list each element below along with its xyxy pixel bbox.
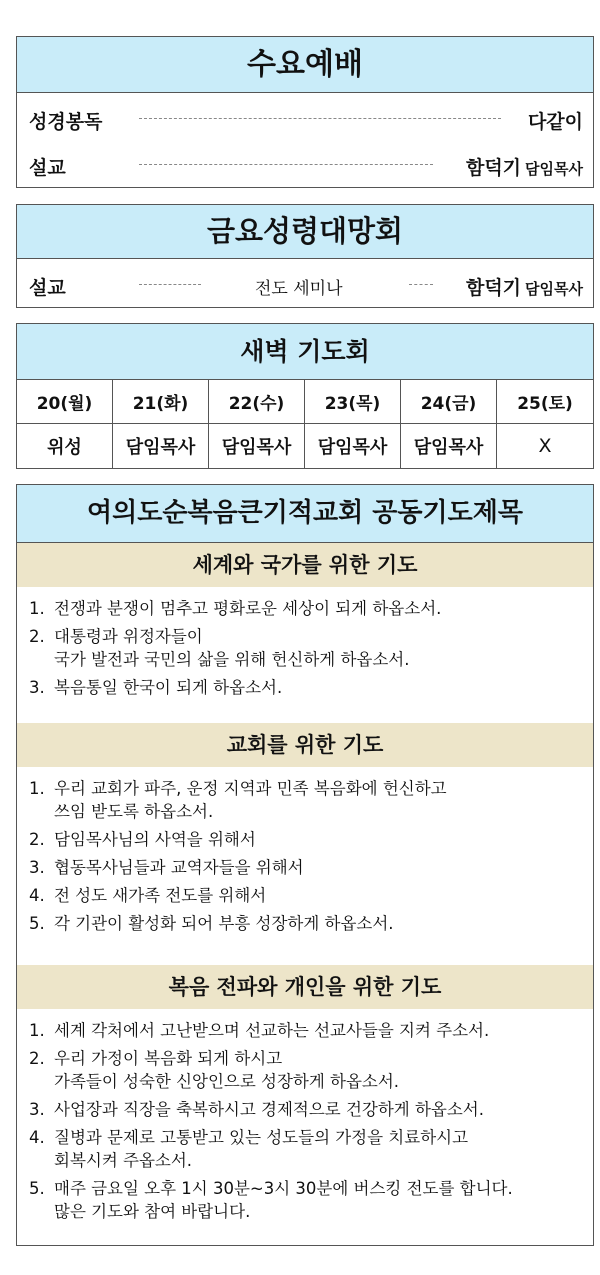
list-item: 3. 사업장과 직장을 축복하시고 경제적으로 건강하게 하옵소서.: [29, 1100, 484, 1119]
row-label: 성경봉독: [29, 111, 103, 133]
list-item: 1. 세계 각처에서 고난받으며 선교하는 선교사들을 지켜 주소서.: [29, 1021, 490, 1040]
leader-cell: 담임목사: [209, 424, 305, 468]
day-cell: 21(화): [113, 380, 209, 424]
dawn-prayer-box: [16, 323, 594, 469]
list-item: 1. 우리 교회가 파주, 운정 지역과 민족 복음화에 헌신하고 쓰임 받도록 하옵소서.: [29, 779, 447, 821]
sermon-topic: 전도 세미나: [255, 279, 343, 299]
list-item: 3. 협동목사님들과 교역자들을 위해서: [29, 858, 304, 877]
row-label: 설교: [29, 277, 66, 299]
prayer-list-world: [29, 597, 583, 704]
list-item: 2. 대통령과 위정자들이 국가 발전과 국민의 삶을 위해 헌신하게 하옵소서.: [29, 627, 410, 669]
list-item: 1. 전쟁과 분쟁이 멈추고 평화로운 세상이 되게 하옵소서.: [29, 599, 442, 618]
day-cell: 22(수): [209, 380, 305, 424]
wednesday-service-box: [16, 36, 594, 188]
leader-cell: 위성: [17, 424, 113, 468]
dotted-leader: [139, 164, 433, 165]
row-value: 다같이: [527, 111, 583, 133]
row-label: 설교: [29, 157, 66, 179]
day-cell: 25(토): [497, 380, 593, 424]
dawn-schedule-table: [17, 380, 593, 468]
leader-cell: X: [538, 435, 552, 457]
prayer-topics-title: 여의도순복음큰기적교회 공동기도제목: [17, 485, 593, 543]
dotted-leader: [139, 118, 501, 119]
list-item: 5. 각 기관이 활성화 되어 부흥 성장하게 하옵소서.: [29, 914, 394, 933]
row-value: 함덕기 담임목사: [465, 277, 583, 299]
dawn-prayer-title: 새벽 기도회: [17, 324, 593, 380]
prayer-topics-box: [16, 484, 594, 1246]
leader-cell: 담임목사: [305, 424, 401, 468]
friday-service-box: [16, 204, 594, 308]
list-item: 5. 매주 금요일 오후 1시 30분~3시 30분에 버스킹 전도를 합니다. 많은 기도와 참여 바랍니다.: [29, 1179, 513, 1221]
list-item: 2. 우리 가정이 복음화 되게 하시고 가족들이 성숙한 신앙인으로 성장하게 하옵소서.: [29, 1049, 400, 1091]
leader-cell: 담임목사: [113, 424, 209, 468]
section-title-gospel: 복음 전파와 개인을 위한 기도: [17, 965, 593, 1009]
prayer-list-church: [29, 777, 583, 940]
day-cell: 23(목): [305, 380, 401, 424]
list-item: 3. 복음통일 한국이 되게 하옵소서.: [29, 678, 283, 697]
section-title-world: 세계와 국가를 위한 기도: [17, 543, 593, 587]
wednesday-row-sermon: [17, 149, 593, 179]
section-title-church: 교회를 위한 기도: [17, 723, 593, 767]
row-value: 함덕기 담임목사: [465, 157, 583, 179]
wednesday-row-reading: [17, 103, 593, 133]
dotted-leader: [409, 284, 433, 285]
wednesday-service-title: 수요예배: [17, 37, 593, 93]
leader-cell: 담임목사: [401, 424, 497, 468]
dotted-leader: [139, 284, 201, 285]
list-item: 2. 담임목사님의 사역을 위해서: [29, 830, 256, 849]
friday-service-title: 금요성령대망회: [17, 205, 593, 259]
list-item: 4. 질병과 문제로 고통받고 있는 성도들의 가정을 치료하시고 회복시켜 주옵소서.: [29, 1128, 469, 1170]
day-cell: 20(월): [17, 380, 113, 424]
day-cell: 24(금): [401, 380, 497, 424]
prayer-list-gospel: [29, 1019, 583, 1228]
list-item: 4. 전 성도 새가족 전도를 위해서: [29, 886, 267, 905]
friday-row-sermon: [17, 269, 593, 299]
